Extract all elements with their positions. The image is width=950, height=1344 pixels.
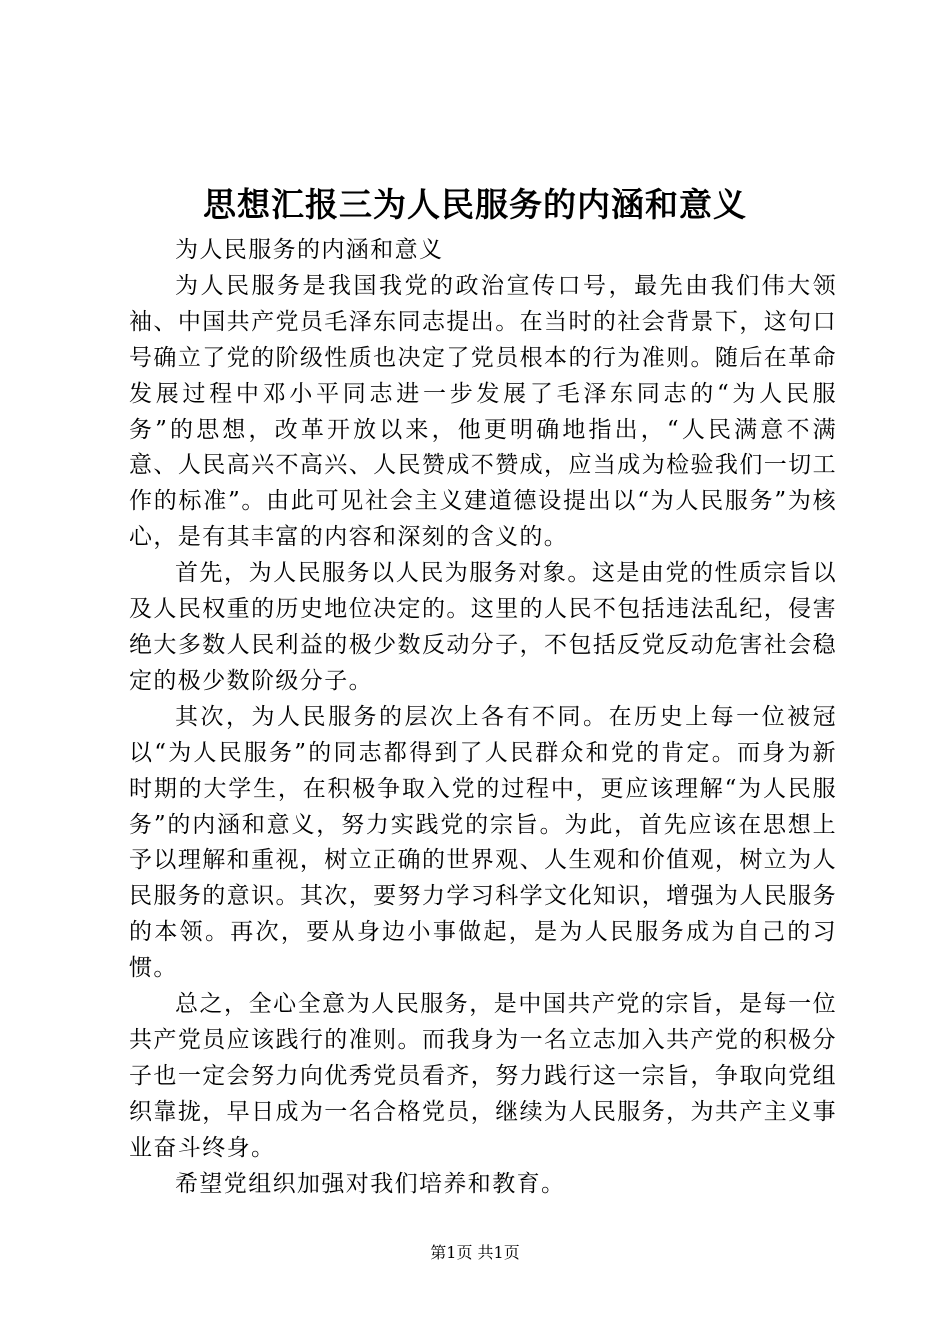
body-paragraph: 为人民服务是我国我党的政治宣传口号，最先由我们伟大领袖、中国共产党员毛泽东同志提出。在当时的社会背景下，这句口号确立了党的阶级性质也决定了党员根本的行为准则。随后在革命发展过程中邓小平同志进一步发展了毛泽东同志的“为人民服务”的思想，改革开放以来，他更明确地指出，“人民满意不满意、人民高兴不高兴、人民赞成不赞成，应当成为检验我们一切工作的标准”。由此可见社会主义建道德设提出以“为人民服务”为核心，是有其丰富的内容和深刻的含义的。 (129, 272, 837, 551)
body-paragraph: 希望党组织加强对我们培养和教育。 (175, 1170, 566, 1197)
subtitle-paragraph: 为人民服务的内涵和意义 (175, 237, 444, 263)
page-footer: 第1页 共1页 (430, 1243, 520, 1262)
body-paragraph: 其次，为人民服务的层次上各有不同。在历史上每一位被冠以“为人民服务”的同志都得到了人民群众和党的肯定。而身为新时期的大学生，在积极争取入党的过程中，更应该理解“为人民服务”的内涵和意义，努力实践党的宗旨。为此，首先应该在思想上予以理解和重视，树立正确的世界观、人生观和价值观，树立为人民服务的意识。其次，要努力学习科学文化知识，增强为人民服务的本领。再次，要从身边小事做起，是为人民服务成为自己的习惯。 (129, 703, 837, 982)
body-paragraph: 首先，为人民服务以人民为服务对象。这是由党的性质宗旨以及人民权重的历史地位决定的。这里的人民不包括违法乱纪，侵害绝大多数人民利益的极少数反动分子，不包括反党反动危害社会稳定的极少数阶级分子。 (129, 560, 837, 694)
body-paragraph: 总之，全心全意为人民服务，是中国共产党的宗旨，是每一位共产党员应该践行的准则。而我身为一名立志加入共产党的积极分子也一定会努力向优秀党员看齐，努力践行这一宗旨，争取向党组织靠拢，早日成为一名合格党员，继续为人民服务，为共产主义事业奋斗终身。 (129, 991, 837, 1161)
document-body (129, 233, 837, 1202)
document-title: 思想汇报三为人民服务的内涵和意义 (203, 185, 747, 224)
